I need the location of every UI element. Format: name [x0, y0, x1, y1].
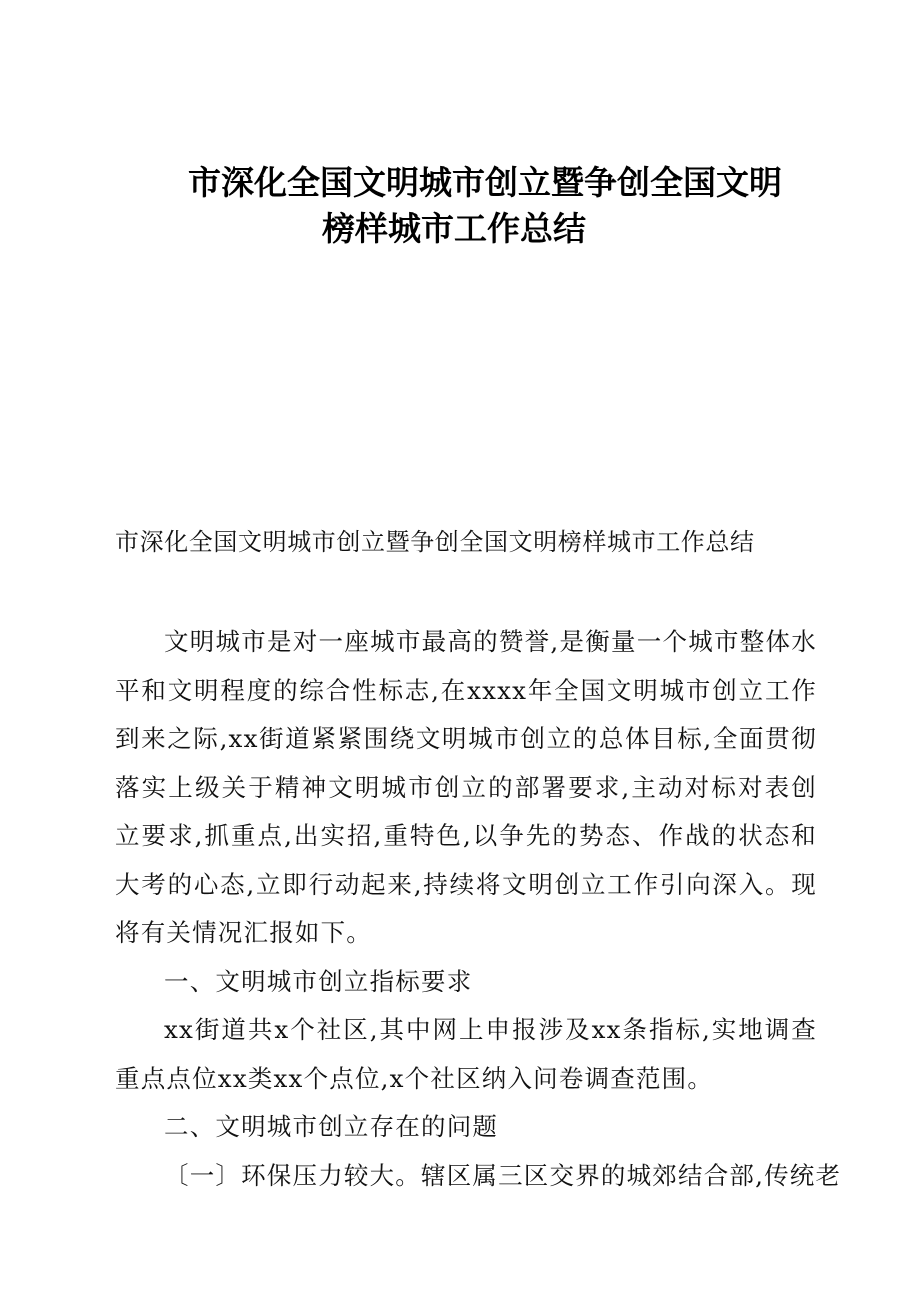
title-line-2: 榜样城市工作总结: [322, 209, 586, 248]
document-title: [150, 160, 850, 252]
section-heading-1: 一、文明城市创立指标要求: [164, 966, 473, 996]
section-1-paragraph: xx街道共x个社区,其中网上申报涉及xx条指标,实地调查重点点位xx类xx个点位,x个社区纳入问卷调查范围。: [115, 1015, 817, 1093]
title-line-1: 市深化全国文明城市创立暨争创全国文明: [188, 163, 782, 202]
document-subtitle: 市深化全国文明城市创立暨争创全国文明榜样城市工作总结: [115, 528, 755, 556]
section-heading-2: 二、文明城市创立存在的问题: [164, 1112, 499, 1141]
document-body: [115, 618, 842, 1200]
section-2-paragraph: 〔一〕环保压力较大。辖区属三区交界的城郊结合部,传统老: [164, 1160, 842, 1190]
intro-paragraph: 文明城市是对一座城市最高的赞誉,是衡量一个城市整体水平和文明程度的综合性标志,在xxxx年全国文明城市创立工作到来之际,xx街道紧紧围绕文明城市创立的总体目标,全面贯彻落实上级关于精神文明城市创立的部署要求,主动对标对表创立要求,抓重点,出实招,重特色,以争先的势态、作战的状态和大考的心态,立即行动起来,持续将文明创立工作引向深入。现将有关情况汇报如下。: [115, 627, 817, 947]
